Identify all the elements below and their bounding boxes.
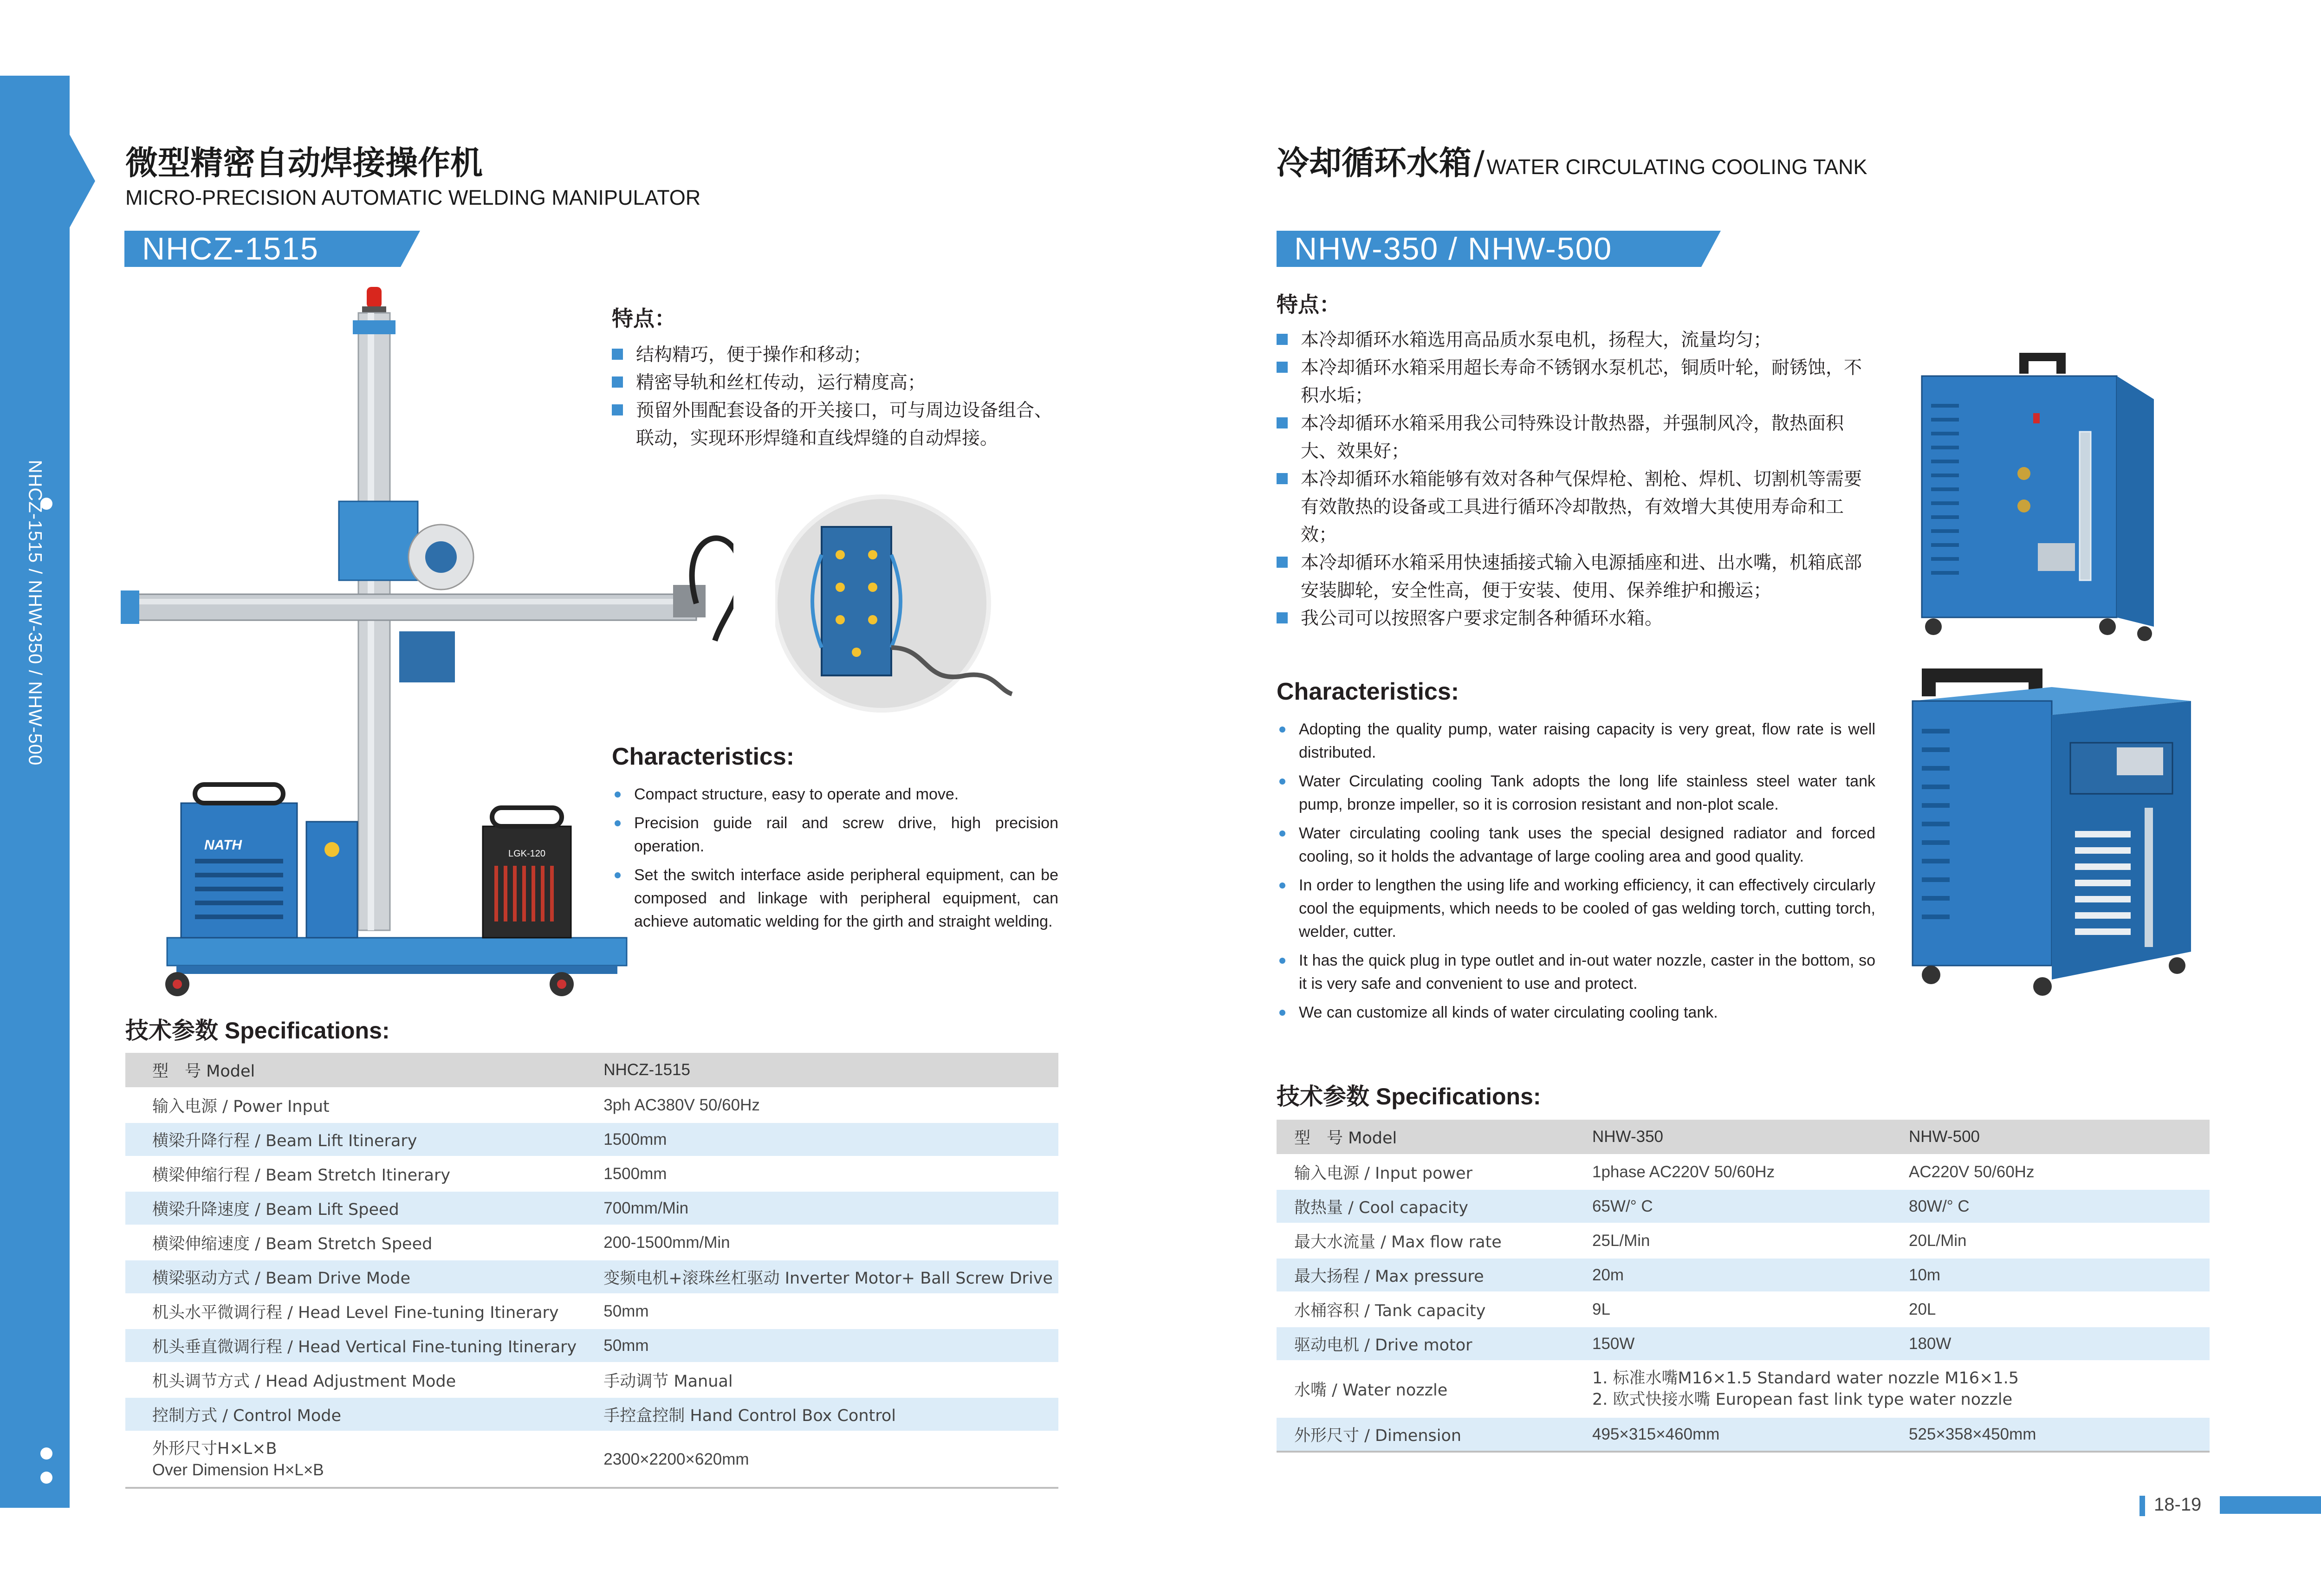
table-row (125, 1157, 1058, 1191)
spec-label: 控制方式 / Control Mode (125, 1397, 577, 1432)
spec-label: 横梁升降速度 / Beam Lift Speed (125, 1191, 577, 1226)
spec-value: 2300×2200×620mm (577, 1432, 1058, 1488)
spec-label: 输入电源 / Power Input (125, 1088, 577, 1122)
list-item: Set the switch interface aside peripheral equipment, can be composed and linkage with peripheral equipment, can achieve automatic welding for the girth and straight welding. (612, 863, 1058, 933)
table-row (1277, 1189, 2210, 1224)
left-spec-title (125, 1012, 390, 1045)
right-title (1277, 137, 1867, 184)
table-row (125, 1260, 1058, 1294)
right-spec-title (1277, 1078, 1541, 1111)
spec-label: 横梁升降行程 / Beam Lift Itinerary (125, 1122, 577, 1157)
spec-label: 水桶容积 / Tank capacity (1277, 1292, 1592, 1327)
spec-header-cell: NHW-500 (1909, 1120, 2210, 1155)
spec-value: 200-1500mm/Min (577, 1226, 1058, 1260)
list-item: 本冷却循环水箱采用超长寿命不锈钢水泵机芯，铜质叶轮，耐锈蚀，不积水垢； (1277, 354, 1871, 410)
spec-label: 机头垂直微调行程 / Head Vertical Fine-tuning Itinerary (125, 1329, 577, 1363)
spec-title-en: Specifications: (1375, 1083, 1541, 1109)
list-item: 本冷却循环水箱采用快速插接式输入电源插座和进、出水嘴，机箱底部安装脚轮，安全性高，便于安装、使用、保养维护和搬运； (1277, 549, 1871, 605)
table-row (125, 1432, 1058, 1488)
nozzle-line: 1. 标准水嘴M16×1.5 Standard water nozzle M16×1.5 (1592, 1369, 2019, 1388)
list-item: Precision guide rail and screw drive, high precision operation. (612, 811, 1058, 858)
spec-value: 1500mm (577, 1122, 1058, 1157)
list-item: We can customize all kinds of water circulating cooling tank. (1277, 1001, 1875, 1024)
cooling-tank-nhw-350-photo (1913, 348, 2168, 645)
welder-brand-label: NATH (204, 837, 242, 853)
list-item: Water Circulating cooling Tank adopts the long life stainless steel water tank pump, bronze impeller, so it is corrosion resistant and non-plot scale. (1277, 770, 1875, 816)
list-item: Compact structure, easy to operate and move. (612, 783, 1058, 806)
list-item: 本冷却循环水箱能够有效对各种气保焊枪、割枪、焊机、切割机等需要有效散热的设备或工具进行循环冷却散热，有效增大其使用寿命和工效； (1277, 466, 1871, 549)
spec-value: 3ph AC380V 50/60Hz (577, 1088, 1058, 1122)
table-row (125, 1363, 1058, 1397)
spec-label: 机头调节方式 / Head Adjustment Mode (125, 1363, 577, 1397)
spec-value: 变频电机+滚珠丝杠驱动 Inverter Motor+ Ball Screw Drive (577, 1260, 1058, 1294)
list-item: 精密导轨和丝杠传动，运行精度高； (612, 369, 1063, 397)
right-spec-table (1277, 1120, 2210, 1453)
table-row (125, 1226, 1058, 1260)
list-item: It has the quick plug in type outlet and in-out water nozzle, caster in the bottom, so it is very safe and convenient to use and protect. (1277, 949, 1875, 995)
right-characteristics-list (1277, 718, 1875, 1030)
table-row (1277, 1224, 2210, 1258)
spec-label: 机头水平微调行程 / Head Level Fine-tuning Itinerary (125, 1294, 577, 1329)
spec-value: 1phase AC220V 50/60Hz (1592, 1155, 1909, 1189)
list-item: 预留外围配套设备的开关接口，可与周边设备组合、联动，实现环形焊缝和直线焊缝的自动焊接。 (612, 397, 1063, 453)
list-item: Adopting the quality pump, water raising capacity is very great, flow rate is well distributed. (1277, 718, 1875, 764)
left-features-list (612, 341, 1063, 453)
table-row (1277, 1155, 2210, 1189)
spec-label: 外形尺寸 / Dimension (1277, 1417, 1592, 1452)
left-spec-table (125, 1053, 1058, 1489)
left-characteristics-list (612, 783, 1058, 939)
left-title-en: MICRO-PRECISION AUTOMATIC WELDING MANIPULATOR (125, 186, 701, 209)
table-row (125, 1329, 1058, 1363)
spec-value: 495×315×460mm (1592, 1417, 1909, 1452)
left-model-bar: NHCZ-1515 (124, 231, 401, 267)
side-bar-text: NHCZ-1515 / NHW-350 / NHW-500 (25, 460, 45, 766)
table-row (1277, 1327, 2210, 1361)
spec-title-cn: 技术参数 (1277, 1083, 1369, 1110)
table-header (1277, 1120, 2210, 1155)
spec-value: 10m (1909, 1258, 2210, 1292)
cutter-label: LGK-120 (508, 849, 546, 859)
list-item: In order to lengthen the using life and working efficiency, it can effectively circularly cool the equipments, which needs to be cooled of gas welding torch, cutting torch, welder, cutter. (1277, 874, 1875, 943)
spec-value: 150W (1592, 1327, 1909, 1361)
spec-value: 手控盒控制 Hand Control Box Control (577, 1397, 1058, 1432)
side-dot (40, 1472, 52, 1484)
table-row (125, 1191, 1058, 1226)
nozzle-line: 2. 欧式快接水嘴 European fast link type water nozzle (1592, 1390, 2013, 1409)
spec-value: 25L/Min (1592, 1224, 1909, 1258)
spec-value: 20L (1909, 1292, 2210, 1327)
side-bar-notch (70, 135, 95, 227)
spec-value: 80W/° C (1909, 1189, 2210, 1224)
spec-header-cell: NHCZ-1515 (577, 1053, 1058, 1088)
table-row (125, 1122, 1058, 1157)
hand-control-box-photo (775, 494, 1021, 717)
table-row (125, 1397, 1058, 1432)
list-item: Water circulating cooling tank uses the special designed radiator and forced cooling, so it holds the advantage of large cooling area and good quality. (1277, 822, 1875, 868)
table-row (1277, 1417, 2210, 1452)
right-features-title: 特点： (1277, 292, 1341, 317)
spec-title-cn: 技术参数 (125, 1017, 218, 1044)
right-title-separator: / (1473, 144, 1485, 182)
spec-label: 横梁伸缩速度 / Beam Stretch Speed (125, 1226, 577, 1260)
spec-value (1592, 1361, 2210, 1417)
spec-header-cell: NHW-350 (1592, 1120, 1909, 1155)
page-number-bar (2220, 1496, 2321, 1514)
right-features-list (1277, 326, 1871, 633)
page-number-mark (2139, 1496, 2145, 1516)
table-row (1277, 1258, 2210, 1292)
right-model-bar: NHW-350 / NHW-500 (1277, 231, 1701, 267)
spec-label: 散热量 / Cool capacity (1277, 1189, 1592, 1224)
table-row (1277, 1292, 2210, 1327)
spec-header-cell: 型 号 Model (1277, 1120, 1592, 1155)
spec-value: 700mm/Min (577, 1191, 1058, 1226)
spec-value: 20m (1592, 1258, 1909, 1292)
side-dot (40, 1447, 52, 1460)
right-title-cn: 冷却循环水箱 (1277, 144, 1472, 182)
spec-label: 输入电源 / Input power (1277, 1155, 1592, 1189)
spec-value: AC220V 50/60Hz (1909, 1155, 2210, 1189)
spec-label-line: 外形尺寸H×L×B (152, 1440, 277, 1458)
spec-value: 180W (1909, 1327, 2210, 1361)
spec-label: 水嘴 / Water nozzle (1277, 1361, 1592, 1417)
spec-title-en: Specifications: (224, 1018, 390, 1044)
spec-label: 横梁驱动方式 / Beam Drive Mode (125, 1260, 577, 1294)
table-row (125, 1294, 1058, 1329)
spec-value: 525×358×450mm (1909, 1417, 2210, 1452)
spec-label-line: Over Dimension H×L×B (152, 1461, 324, 1479)
spec-value: 20L/Min (1909, 1224, 2210, 1258)
spec-value: 50mm (577, 1329, 1058, 1363)
table-header (125, 1053, 1058, 1088)
spec-label: 最大扬程 / Max pressure (1277, 1258, 1592, 1292)
side-bar (0, 76, 70, 1508)
spec-label: 横梁伸缩行程 / Beam Stretch Itinerary (125, 1157, 577, 1191)
list-item: 结构精巧，便于操作和移动； (612, 341, 1063, 369)
table-row (125, 1088, 1058, 1122)
spec-label (125, 1432, 577, 1488)
page-number: 18-19 (2154, 1494, 2202, 1515)
list-item: 本冷却循环水箱采用我公司特殊设计散热器，并强制风冷，散热面积大、效果好； (1277, 410, 1871, 466)
spec-header-cell: 型 号 Model (125, 1053, 577, 1088)
cooling-tank-nhw-500-photo (1903, 664, 2200, 998)
spec-value: 50mm (577, 1294, 1058, 1329)
list-item: 我公司可以按照客户要求定制各种循环水箱。 (1277, 605, 1871, 633)
right-characteristics-title: Characteristics: (1277, 678, 1459, 705)
table-row (1277, 1361, 2210, 1417)
spec-value: 1500mm (577, 1157, 1058, 1191)
spec-value: 手动调节 Manual (577, 1363, 1058, 1397)
spec-value: 9L (1592, 1292, 1909, 1327)
left-features-title: 特点： (612, 306, 676, 331)
left-characteristics-title: Characteristics: (612, 743, 795, 770)
spec-label: 最大水流量 / Max flow rate (1277, 1224, 1592, 1258)
spec-value: 65W/° C (1592, 1189, 1909, 1224)
list-item: 本冷却循环水箱选用高品质水泵电机，扬程大，流量均匀； (1277, 326, 1871, 354)
spec-label: 驱动电机 / Drive motor (1277, 1327, 1592, 1361)
right-title-en: WATER CIRCULATING COOLING TANK (1486, 155, 1867, 179)
left-title-cn: 微型精密自动焊接操作机 (125, 144, 483, 182)
